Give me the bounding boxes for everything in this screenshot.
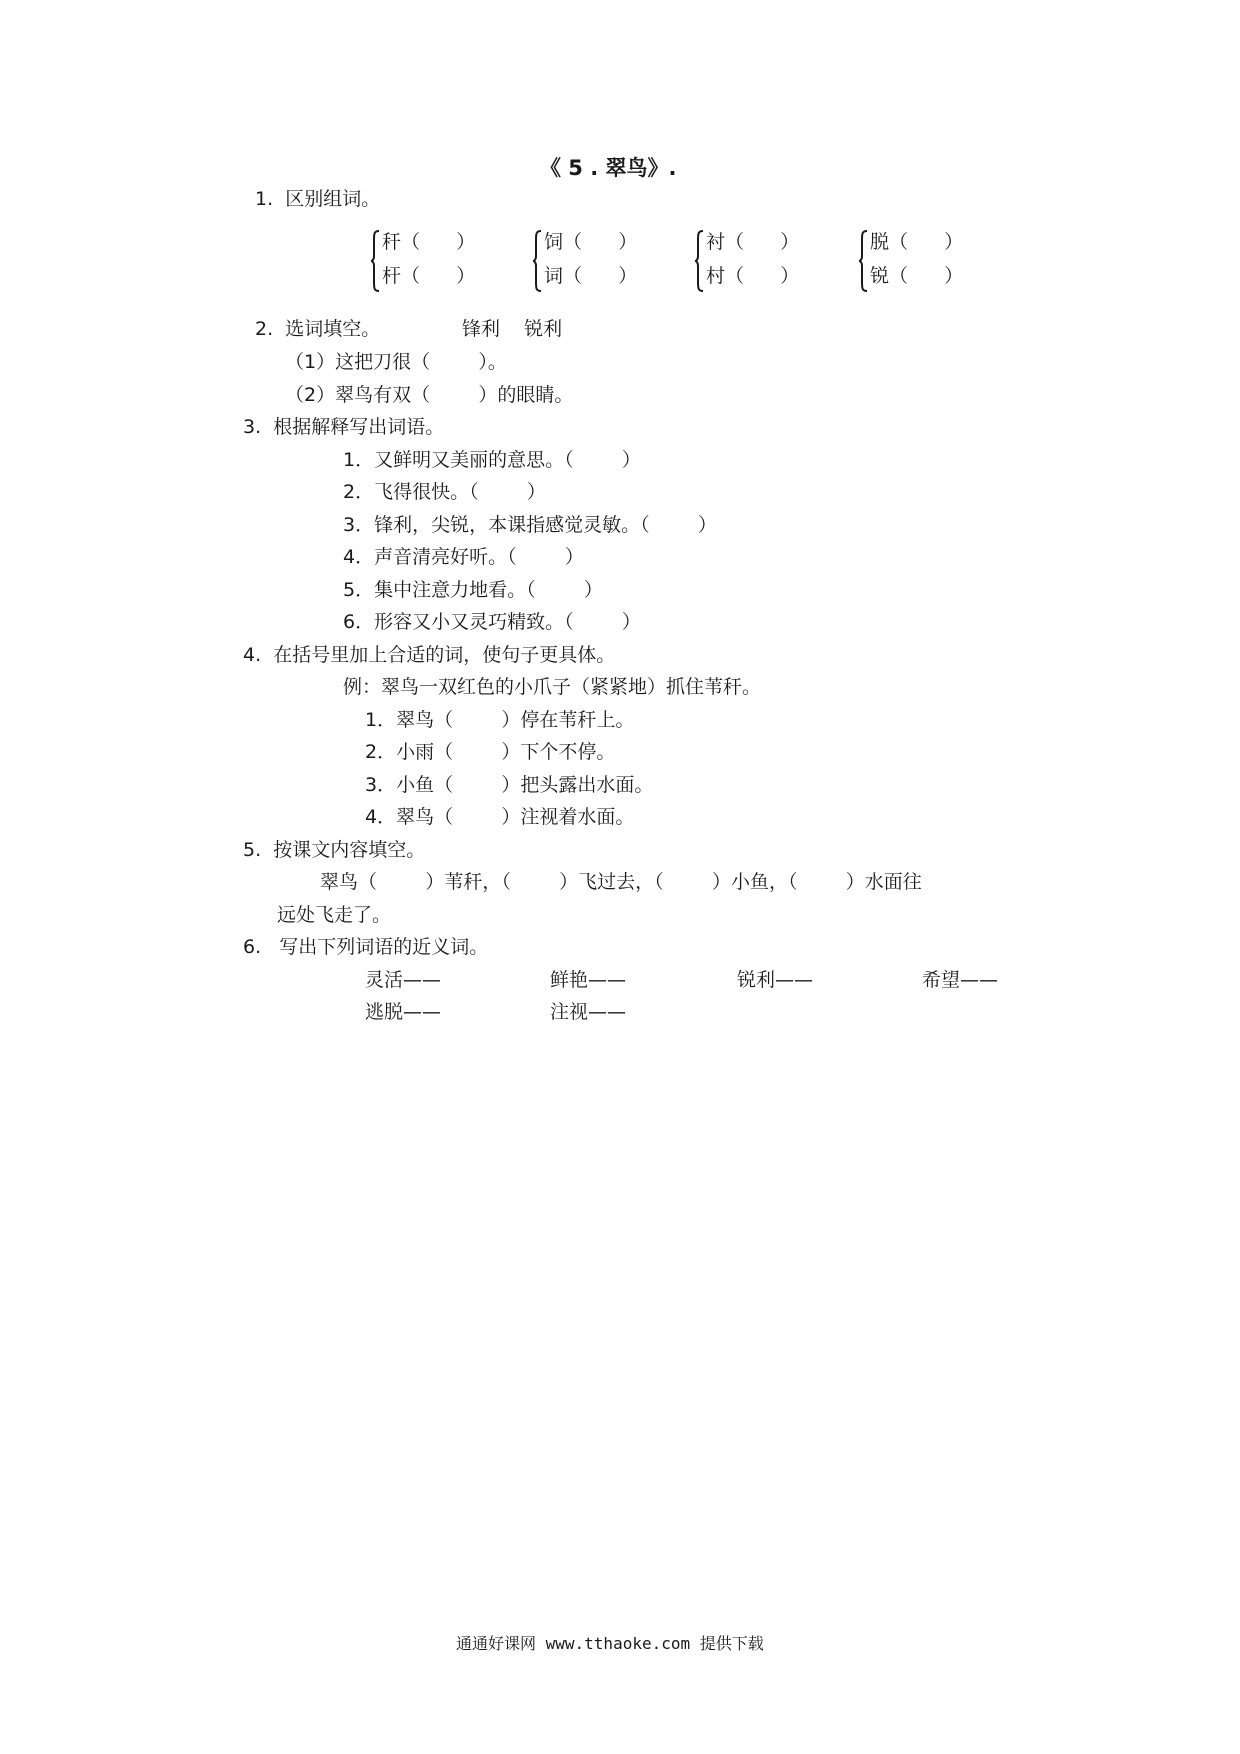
- q5-line-1: 翠鸟（ ）苇秆，（ ）飞过去，（ ）小鱼，（ ）水面往: [320, 871, 922, 893]
- q3-item-3: 3．锋利，尖锐，本课指感觉灵敏。（ ）: [343, 514, 717, 536]
- q2-heading: 2. 选词填空。: [255, 318, 381, 340]
- q4-item-2: 2．小雨（ ）下个不停。: [365, 741, 616, 763]
- q1-pair-4-top: 脱（ ）: [870, 231, 964, 253]
- q1-pair-2-top: 饲（ ）: [544, 231, 638, 253]
- q3-item-6: 6．形容又小又灵巧精致。（ ）: [343, 611, 641, 633]
- brace-1: [370, 230, 380, 292]
- brace-3: [694, 230, 704, 292]
- q2-options: 锋利 锐利: [462, 318, 563, 340]
- brace-2: [532, 230, 542, 292]
- q1-pair-1-bottom: 杆（ ）: [382, 265, 476, 287]
- brace-4: [858, 230, 868, 292]
- q3-item-4: 4．声音清亮好听。（ ）: [343, 546, 584, 568]
- q5-line-2: 远处飞走了。: [277, 904, 392, 926]
- q6-word-4: 希望——: [922, 969, 999, 991]
- q6-word-5: 逃脱——: [365, 1001, 442, 1023]
- q6-word-2: 鲜艳——: [550, 969, 627, 991]
- q6-word-3: 锐利——: [737, 969, 814, 991]
- q3-item-1: 1．又鲜明又美丽的意思。（ ）: [343, 449, 641, 471]
- q3-item-5: 5．集中注意力地看。（ ）: [343, 579, 603, 601]
- q4-item-3: 3．小鱼（ ）把头露出水面。: [365, 774, 654, 796]
- q4-example: 例：翠鸟一双红色的小爪子（紧紧地）抓住苇秆。: [343, 676, 762, 698]
- q1-pair-1-top: 秆（ ）: [382, 231, 476, 253]
- q6-word-6: 注视——: [550, 1001, 627, 1023]
- q1-pair-3-top: 衬（ ）: [706, 231, 800, 253]
- q3-heading: 3. 根据解释写出词语。: [243, 416, 445, 438]
- q2-item-1: （1）这把刀很（ ）。: [285, 351, 507, 373]
- q6-word-1: 灵活——: [365, 969, 442, 991]
- q1-pair-4-bottom: 锐（ ）: [870, 265, 964, 287]
- q1-pair-2-bottom: 词（ ）: [544, 265, 638, 287]
- q4-heading: 4. 在括号里加上合适的词，使句子更具体。: [243, 644, 616, 666]
- q1-heading: 1. 区别组词。: [255, 188, 381, 210]
- q4-item-1: 1．翠鸟（ ）停在苇秆上。: [365, 709, 635, 731]
- q1-pair-3-bottom: 村（ ）: [706, 265, 800, 287]
- q5-heading: 5. 按课文内容填空。: [243, 839, 426, 861]
- q6-heading: 6. 写出下列词语的近义词。: [243, 936, 489, 958]
- footer-credit: 通通好课网 www.tthaoke.com 提供下载: [456, 1634, 764, 1653]
- q3-item-2: 2．飞得很快。（ ）: [343, 481, 546, 503]
- q4-item-4: 4．翠鸟（ ）注视着水面。: [365, 806, 635, 828]
- page-title: 《 5 . 翠鸟》.: [540, 156, 677, 180]
- q2-item-2: （2）翠鸟有双（ ）的眼睛。: [285, 384, 574, 406]
